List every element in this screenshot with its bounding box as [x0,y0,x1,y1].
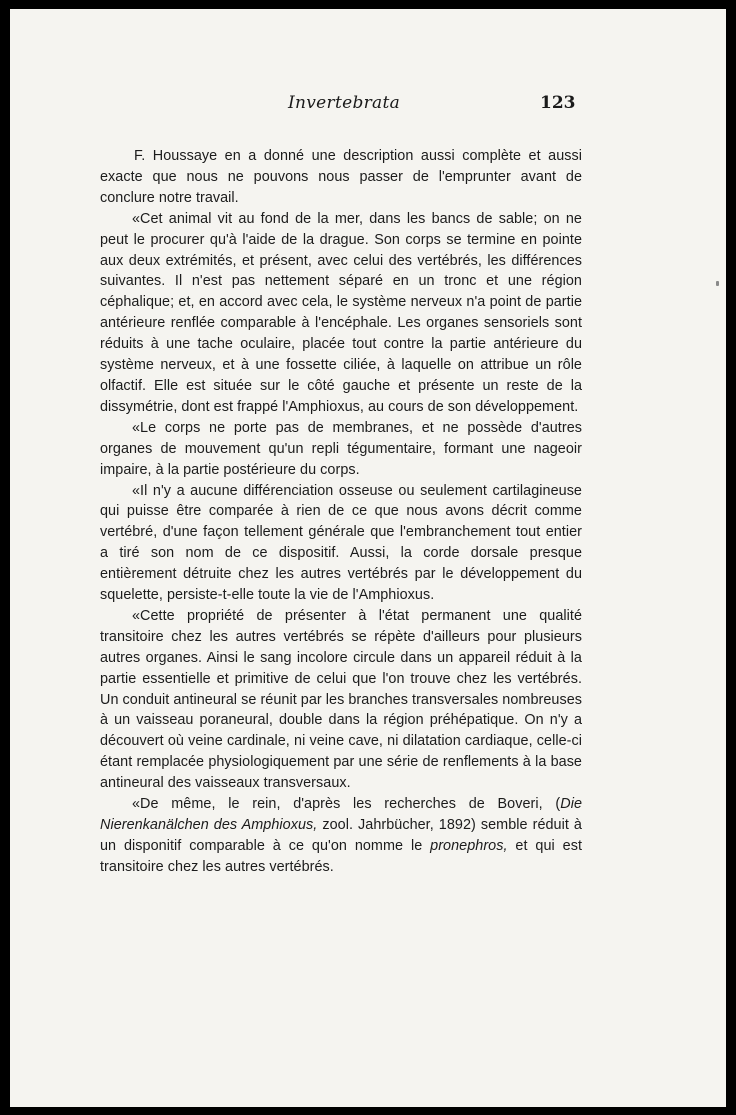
page-number: 123 [540,93,576,113]
citation-title: Die Nierenkanälchen des Amphioxus, [100,796,582,833]
paragraph-6-after: et qui est transitoire chez les autres vertébrés. [100,837,582,875]
term-pronephros: pronephros, [430,837,508,854]
paragraph-3: «Le corps ne porte pas de membranes, et ne possède d'autres organes de mouvement qu'un repli tégumentaire, formant une nageoir impaire, à la partie postérieure du corps. [100,419,582,478]
paragraph-2: «Cet animal vit au fond de la mer, dans les bancs de sable; on ne peut le procurer qu'à l'aide de la drague. Son corps se termine en pointe aux deux extrémités, et présent, avec celui des vertébrés, les différences suivantes. Il n'est pas nettement séparé en un tronc et une région céphalique; et, en accord avec cela, le système nerveux n'a point de partie antérieure renflée comparable à l'encéphale. Les organes sensoriels sont réduits à une tache oculaire, placée tout contre la partie antérieure du système nerveux, et à une fossette ciliée, à laquelle on attribue un rôle olfactif. Elle est située sur le côté gauche et présente un reste de la dissymétrie, dont est frappé l'Amphioxus, au cours de son développement. [100,210,582,415]
paragraph-6-middle: zool. Jahrbücher, 1892) semble réduit à un disponitif comparable à ce qu'on nomme le [100,817,582,854]
paragraph-5: «Cette propriété de présenter à l'état permanent une qualité transitoire chez les autres vertébrés se répète d'ailleurs pour plusieurs autres organes. Ainsi le sang incolore circule dans un appareil réduit à la partie essentielle et primitive de celui que l'on trouve chez les vertébrés. Un conduit antineural se réunit par les branches transversales nombreuses à un vaisseau poraneural, double dans la région préhépatique. On n'y a découvert où veine cardinale, ni veine cave, ni dilatation cardiaque, celle-ci étant remplacée physiologiquement par une série de renflements à la base antineural des vaisseaux transversaux. [100,607,582,792]
paragraph-1: F. Houssaye en a donné une description aussi complète et aussi exacte que nous ne pouvons nous passer de l'emprunter avant de conclure notre travail. [100,148,582,206]
paragraph-6 [100,794,582,878]
page-header [10,93,726,117]
body-text [100,146,582,878]
paragraph-6-before: «De même, le rein, d'après les recherches de Boveri, ( [132,796,561,813]
paragraph-4: «Il n'y a aucune différenciation osseuse ou seulement cartilagineuse qui puisse être comparée à rien de ce que nous avons décrit comme vertébré, d'une façon tellement générale que l'embranchement tout entier a tiré son nom de ce dispositif. Aussi, la corde dorsale presque entièrement détruite chez les autres vertébrés par le développement du squelette, persiste-t-elle toute la vie de l'Amphioxus. [100,482,582,604]
book-page [10,9,726,1107]
running-title: Invertebrata [288,93,401,113]
scan-speck [716,281,719,286]
